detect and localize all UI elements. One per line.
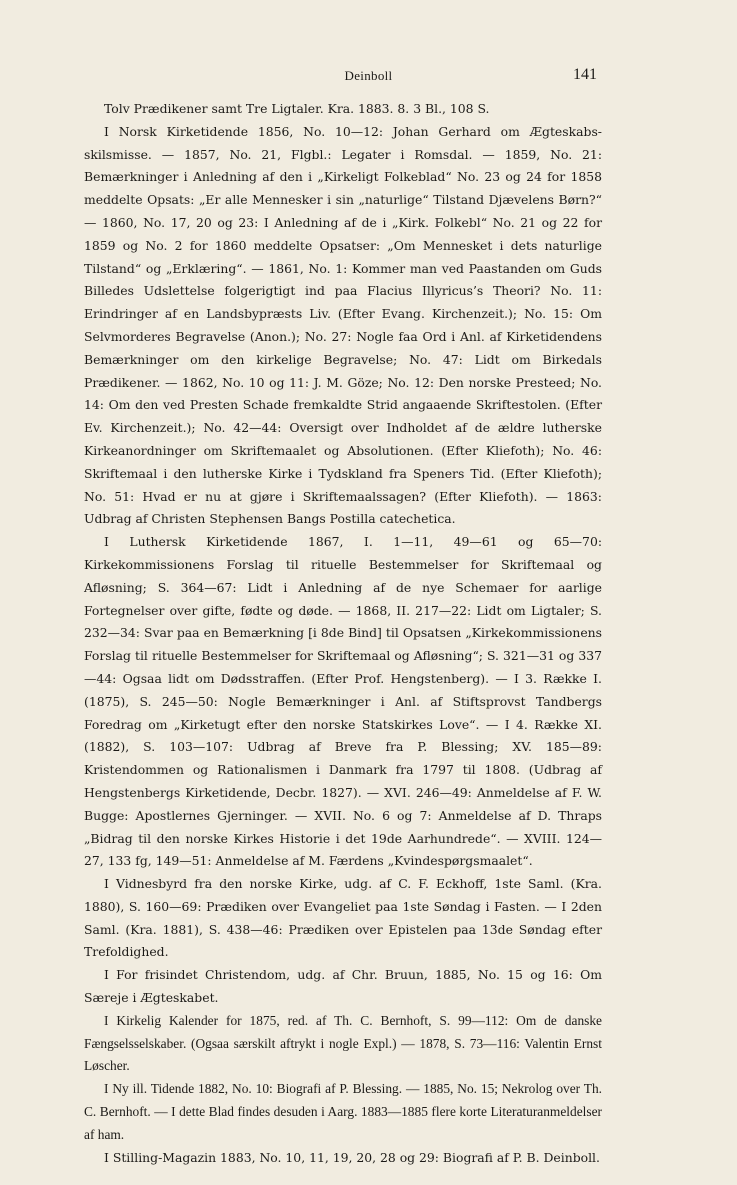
paragraph-ny-ill-tidende: I Ny ill. Tidende 1882, No. 10: Biografi af P. Blessing. — 1885, No. 15; Nekrolog over Th. C. Bernhoft. — I dette Blad findes desuden i Aarg. 1883—1885 flere korte Literaturanmeldelser af ham. — [84, 1081, 602, 1142]
paragraph-norsk-kirketidende: I Norsk Kirketidende 1856, No. 10—12: Johan Gerhard om Ægteskabs-skilsmisse. — 1857, No. 21, Flgbl.: Legater i Romsdal. — 1859, No. 21: Bemærkninger i Anledning af den i „Kirkeligt Folkeblad“ No. 23 og 24 for 1858 meddelte Opsats: „Er alle Mennesker i sin „naturlige“ Tilstand Djævelens Børn?“ — 1860, No. 17, 20 og 23: I Anledning af de i „Kirk. Folkebl“ No. 21 og 22 for 1859 og No. 2 for 1860 meddelte Opsatser: „Om Mennesket i dets naturlige Tilstand“ og „Erklæring“. — 1861, No. 1: Kommer man ved Paastanden om Guds Billedes Udslettelse folgerigtigt ind paa Flacius Illyricus’s Theori? No. 11: Erindringer af en Landsbypræsts Liv. (Efter Evang. Kirchenzeit.); No. 15: Om Selvmorderes Begravelse (Anon.); No. 27: Nogle faa Ord i Anl. af Kirketidendens Bemærkninger om den kirkelige Begravelse; No. 47: Lidt om Birkedals Prædikener. — 1862, No. 10 og 11: J. M. Göze; No. 12: Den norske Presteed; No. 14: Om den ved Presten Schade fremkaldte Strid angaaende Skriftestolen. (Efter Ev. Kirchenzeit.); No. 42—44: Oversigt over Indholdet af de ældre lutherske Kirkeanordninger om Skriftemaalet og Absolutionen. (Efter Kliefoth); No. 46: Skriftemaal i den lutherske Kirke i Tydskland fra Speners Tid. (Efter Kliefoth); No. 51: Hvad er nu at gjøre i Skriftemaalssagen? (Efter Kliefoth). — 1863: Udbrag af Christen Stephensen Bangs Postilla catechetica. — [84, 123, 602, 527]
page-header — [0, 66, 737, 90]
page-number: 141 — [573, 66, 597, 83]
paragraph-luthersk-kirketidende: I Luthersk Kirketidende 1867, I. 1—11, 49—61 og 65—70: Kirkekommissionens Forslag til rituelle Bestemmelser for Skriftemaal og Afløsning; S. 364—67: Lidt i Anledning af de nye Schemaer for aarlige Fortegnelser over gifte, fødte og døde. — 1868, II. 217—22: Lidt om Ligtaler; S. 232—34: Svar paa en Bemærkning [i 8de Bind] til Opsatsen „Kirkekommissionens Forslag til rituelle Bestemmelser for Skriftemaal og Afløsning“; S. 321—31 og 337—44: Ogsaa lidt om Dødsstraffen. (Efter Prof. Hengstenberg). — I 3. Række I. (1875), S. 245—50: Nogle Bemærkninger i Anl. af Stiftsprovst Tandbergs Foredrag om „Kirketugt efter den norske Statskirkes Love“. — I 4. Række XI. (1882), S. 103—107: Udbrag af Breve fra P. Blessing; XV. 185—89: Kristendommen og Rationalismen i Danmark fra 1797 til 1808. (Udbrag af Hengstenbergs Kirketidende, Decbr. 1827). — XVI. 246—49: Anmeldelse af F. W. Bugge: Apostlernes Gjerninger. — XVII. No. 6 og 7: Anmeldelse af D. Thraps „Bidrag til den norske Kirkes Historie i det 19de Aarhundrede“. — XVIII. 124—27, 133 fg, 149—51: Anmeldelse af M. Færdens „Kvindespørgsmaalet“. — [84, 534, 602, 869]
paragraph-tolv-praedikener: Tolv Prædikener samt Tre Ligtaler. Kra. 1883. 8. 3 Bl., 108 S. — [104, 101, 490, 116]
page-body — [84, 98, 602, 1169]
running-head: Deinboll — [344, 68, 393, 83]
paragraph-vidnesbyrd: I Vidnesbyrd fra den norske Kirke, udg. af C. F. Eckhoff, 1ste Saml. (Kra. 1880), S. 160—69: Prædiken over Evangeliet paa 1ste Søndag i Fasten. — I 2den Saml. (Kra. 1881), S. 438—46: Prædiken over Epistelen paa 13de Søndag efter Trefoldighed. — [84, 876, 602, 960]
paragraph-kirkelig-kalender: I Kirkelig Kalender for 1875, red. af Th. C. Bernhoft, S. 99—112: Om de danske Fængselsselskaber. (Ogsaa særskilt aftrykt i nogle Expl.) — 1878, S. 73—116: Valentin Ernst Løscher. — [84, 1012, 602, 1074]
paragraph-stilling-magazin: I Stilling-Magazin 1883, No. 10, 11, 19, 20, 28 og 29: Biografi af P. B. Deinboll. — [104, 1149, 600, 1165]
paragraph-frisindet-christendom: I For frisindet Christendom, udg. af Chr. Bruun, 1885, No. 15 og 16: Om Særeje i Ægteskabet. — [84, 967, 602, 1006]
